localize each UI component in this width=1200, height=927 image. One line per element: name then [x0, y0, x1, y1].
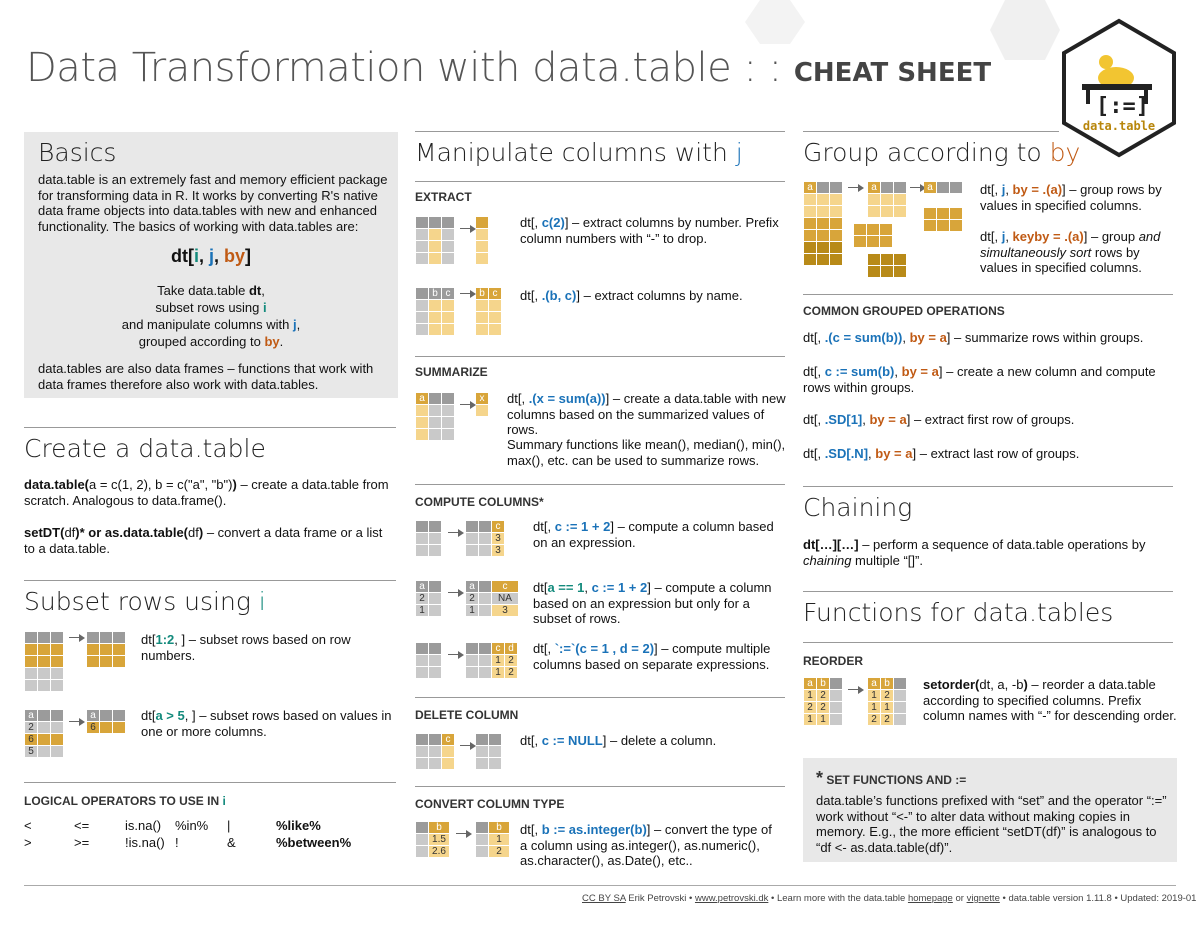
- divider: [803, 591, 1173, 592]
- extract-item-number: dt[, c(2)] – extract columns by number. Prefix column numbers with “-” to drop.: [520, 215, 779, 246]
- divider: [24, 427, 396, 428]
- author-site-link[interactable]: www.petrovski.dk: [694, 893, 769, 904]
- group-heading: Group according to by: [803, 138, 1081, 167]
- divider: [415, 786, 785, 787]
- divider: [415, 131, 785, 132]
- compute-heading: COMPUTE COLUMNS*: [415, 495, 544, 509]
- convert-type-item: dt[, b := as.integer(b)] – convert the type of a column using as.integer(), as.numeric(), as.character(), as.Date(), etc..: [520, 822, 772, 869]
- create-item-setdt: setDT(df)* or as.data.table(df) – convert a data frame or a list to a data.table.: [24, 525, 383, 556]
- compute-item-3: dt[, `:=`(c = 1 , d = 2)] – compute multiple columns based on separate expressions.: [533, 641, 771, 672]
- subset-heading: Subset rows using i: [24, 587, 266, 616]
- divider: [803, 642, 1173, 643]
- logical-operators-table: < <= is.na() %in% | %like% > >= !is.na() ! & %between%: [24, 818, 352, 850]
- data-table-logo: [1060, 18, 1178, 158]
- functions-heading: Functions for data.tables: [803, 598, 1114, 627]
- vignette-link[interactable]: vignette: [966, 893, 1000, 904]
- create-item-data-table: data.table(a = c(1, 2), b = c("a", "b")) – create a data.table from scratch. Analogous to data.frame().: [24, 477, 389, 508]
- set-functions-heading: * SET FUNCTIONS AND :=: [816, 768, 967, 788]
- basics-syntax: dt[i, j, by]: [170, 246, 252, 266]
- grouped-op-last: dt[, .SD[.N], by = a] – extract last row of groups.: [803, 446, 1080, 461]
- basics-heading: Basics: [38, 138, 117, 167]
- common-grouped-heading: COMMON GROUPED OPERATIONS: [803, 304, 1005, 318]
- manipulate-heading: Manipulate columns with j: [415, 138, 743, 167]
- convert-type-heading: CONVERT COLUMN TYPE: [415, 797, 565, 811]
- reorder-heading: REORDER: [803, 654, 864, 668]
- extract-item-name: dt[, .(b, c)] – extract columns by name.: [520, 288, 743, 303]
- divider: [803, 131, 1059, 132]
- divider: [415, 484, 785, 485]
- basics-intro: data.table is an extremely fast and memory efficient package for transforming data in R. It works by converting R's native data frame objects into data.tables with new and enhanced functionality. The basics of working with data.tables are:: [38, 172, 388, 234]
- divider: [415, 181, 785, 182]
- footer-divider: [24, 885, 1176, 886]
- summarize-heading: SUMMARIZE: [415, 365, 488, 379]
- delete-column-item: dt[, c := NULL] – delete a column.: [520, 733, 717, 748]
- homepage-link[interactable]: homepage: [907, 893, 953, 904]
- subset-item-rownum: dt[1:2, ] – subset rows based on row numbers.: [141, 632, 351, 663]
- page-title: Data Transformation with data.table : : CHEAT SHEET: [26, 45, 992, 91]
- group-keyby-item: dt[, j, keyby = .(a)] – group and simultaneously sort rows by values in specified columns.: [980, 229, 1161, 276]
- create-heading: Create a data.table: [24, 434, 266, 463]
- set-functions-desc: data.table’s functions prefixed with “set” and the operator “:=” work without “<-” to alter data without making copies in memory. E.g., the more efficient “setDT(df)” is analogous to “df <- as.data.table(df)”.: [816, 793, 1167, 855]
- divider: [803, 486, 1173, 487]
- basics-outro: data.tables are also data frames – functions that work with data frames therefore also work with data.tables.: [38, 361, 374, 392]
- logical-operators-heading: LOGICAL OPERATORS TO USE IN i: [24, 794, 226, 808]
- chaining-item: dt[…][…] – perform a sequence of data.table operations by chaining multiple “[]”.: [803, 537, 1146, 568]
- chaining-heading: Chaining: [803, 493, 913, 522]
- divider: [24, 580, 396, 581]
- subset-item-values: dt[a > 5, ] – subset rows based on values in one or more columns.: [141, 708, 392, 739]
- delete-column-heading: DELETE COLUMN: [415, 708, 519, 722]
- reorder-item: setorder(dt, a, -b) – reorder a data.table according to specified columns. Prefix column names with “-” for descending order.: [923, 677, 1177, 724]
- summarize-note: Summary functions like mean(), median(), min(), max(), etc. can be used to summarize rows.: [507, 437, 786, 468]
- compute-item-2: dt[a == 1, c := 1 + 2] – compute a column based on an expression but only for a subset of rows.: [533, 580, 772, 627]
- extract-heading: EXTRACT: [415, 190, 472, 204]
- divider: [24, 782, 396, 783]
- svg-text:data.table: data.table: [1082, 119, 1156, 133]
- svg-text:[:=]: [:=]: [1096, 94, 1149, 119]
- license-link[interactable]: CC BY SA: [582, 893, 626, 904]
- divider: [803, 294, 1173, 295]
- compute-item-1: dt[, c := 1 + 2] – compute a column based on an expression.: [533, 519, 774, 550]
- summarize-item: dt[, .(x = sum(a))] – create a data.table with new columns based on the summarized values of rows.: [507, 391, 786, 438]
- footer: CC BY SA Erik Petrovski • www.petrovski.dk • Learn more with the data.table homepage or vignette • data.table version 1.11.8 • Updated: 2019-01: [582, 893, 1197, 904]
- grouped-op-compute: dt[, c := sum(b), by = a] – create a new column and compute rows within groups.: [803, 364, 1156, 395]
- divider: [415, 697, 785, 698]
- grouped-op-first: dt[, .SD[1], by = a] – extract first row of groups.: [803, 412, 1075, 427]
- basics-take: Take data.table dt, subset rows using i and manipulate columns with j, grouped according to by.: [121, 283, 301, 349]
- divider: [415, 356, 785, 357]
- group-by-item: dt[, j, by = .(a)] – group rows by values in specified columns.: [980, 182, 1162, 213]
- grouped-op-summarize: dt[, .(c = sum(b)), by = a] – summarize rows within groups.: [803, 330, 1144, 345]
